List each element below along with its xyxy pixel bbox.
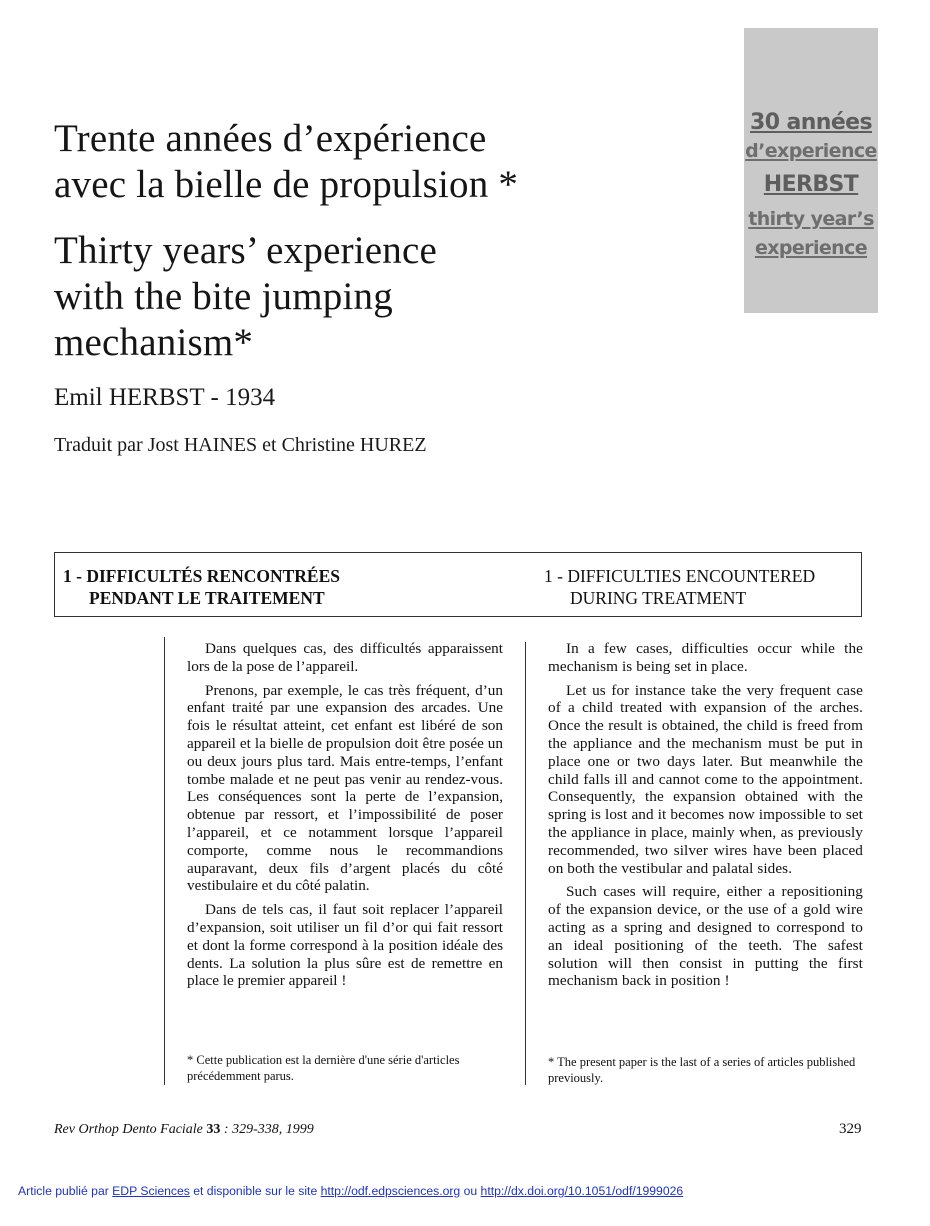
column-rule-middle <box>525 642 526 1085</box>
paragraph: Dans de tels cas, il faut soit replacer l’appareil d’expansion, soit utiliser un fil d’or qui fait ressort et dont la forme correspond à la position idéale des dents. La solution la plus sûre est de remettre en place le premier appareil ! <box>187 901 503 990</box>
page-number: 329 <box>839 1121 862 1137</box>
banner-line: HERBST <box>763 172 859 197</box>
notice-text: Article publié par <box>18 1184 109 1198</box>
column-rule-left <box>164 637 165 1085</box>
side-banner-text <box>744 108 878 263</box>
journal-name: Rev Orthop Dento Faciale <box>54 1122 203 1137</box>
title-english <box>54 228 437 366</box>
body-column-french <box>187 640 503 996</box>
journal-citation <box>54 1122 314 1138</box>
heading-line: 1 - DIFFICULTIES ENCOUNTERED <box>544 566 816 586</box>
title-french <box>54 116 518 208</box>
footnote-french: * Cette publication est la dernière d'une série d'articles précédemment parus. <box>187 1053 460 1083</box>
banner-line: d’experience <box>745 140 877 162</box>
banner-line: 30 années <box>750 110 872 135</box>
section-heading-box <box>54 552 862 617</box>
title-french-line: Trente années d’expérience <box>54 117 487 160</box>
author: Emil HERBST - 1934 <box>54 384 276 411</box>
notice-text: ou <box>463 1184 478 1198</box>
title-english-line: with the bite jumping <box>54 275 393 318</box>
publisher-notice <box>18 1184 683 1198</box>
banner-line: experience <box>754 237 868 259</box>
body-column-english <box>548 640 863 996</box>
paragraph: Prenons, par exemple, le cas très fréquent, d’un enfant traité par une expansion des arcades. Une fois le résultat atteint, cet enfant est libéré de son appareil et la bielle de propulsion doit être posée un ou deux jours plus tard. Mais entre-temps, l’enfant tombe malade et ne peut pas venir au rendez-vous. Les conséquences sont la perte de l’expansion, obtenue par ressort, et l’impossibilité de poser l’appareil, et ce notamment lorsque l’appareil comporte, comme nous le recommandions auparavant, deux fils d’argent placés du côté vestibulaire et du côté palatin. <box>187 681 503 895</box>
journal-site-link[interactable]: http://odf.edpsciences.org <box>320 1184 461 1198</box>
doi-link[interactable]: http://dx.doi.org/10.1051/odf/1999026 <box>480 1184 684 1198</box>
notice-text: et disponible sur le site <box>193 1184 318 1198</box>
section-heading-english <box>544 565 815 609</box>
title-french-line: avec la bielle de propulsion * <box>54 163 519 206</box>
paragraph: Let us for instance take the very frequent case of a child treated with expansion of the arches. Once the result is obtained, the child is freed from the appliance and the mechanism must be put in place one or two days later. But meanwhile the child falls ill and cannot come to the appointment. Consequently, the expansion obtained with the spring is lost and it becomes now impossible to set the appliance in place, mainly when, as previously recommended, two silver wires have been placed on both the vestibular and palatal sides. <box>548 681 863 877</box>
side-banner <box>744 28 878 313</box>
section-heading-french <box>63 565 340 609</box>
heading-line: 1 - DIFFICULTÉS RENCONTRÉES <box>63 566 340 586</box>
paragraph: Such cases will require, either a repositioning of the expansion device, or the use of a gold wire acting as a spring and designed to correspond to an ideal positioning of the teeth. The safest solution will then consist in putting the first mechanism back in position ! <box>548 883 863 990</box>
title-english-line: Thirty years’ experience <box>54 229 438 272</box>
heading-line: DURING TREATMENT <box>570 588 747 608</box>
paragraph: Dans quelques cas, des difficultés apparaissent lors de la pose de l’appareil. <box>187 640 503 675</box>
paragraph: In a few cases, difficulties occur while the mechanism is being set in place. <box>548 640 863 675</box>
edp-sciences-link[interactable]: EDP Sciences <box>112 1184 190 1198</box>
title-english-line: mechanism* <box>54 321 254 364</box>
heading-line: PENDANT LE TRAITEMENT <box>89 588 325 608</box>
footnote-english: * The present paper is the last of a series of articles published previously. <box>548 1055 856 1085</box>
journal-volume: 33 <box>206 1122 221 1137</box>
banner-line: thirty year’s <box>748 208 874 230</box>
journal-pages: : 329-338, 1999 <box>223 1122 314 1137</box>
translators: Traduit par Jost HAINES et Christine HUREZ <box>54 434 427 456</box>
